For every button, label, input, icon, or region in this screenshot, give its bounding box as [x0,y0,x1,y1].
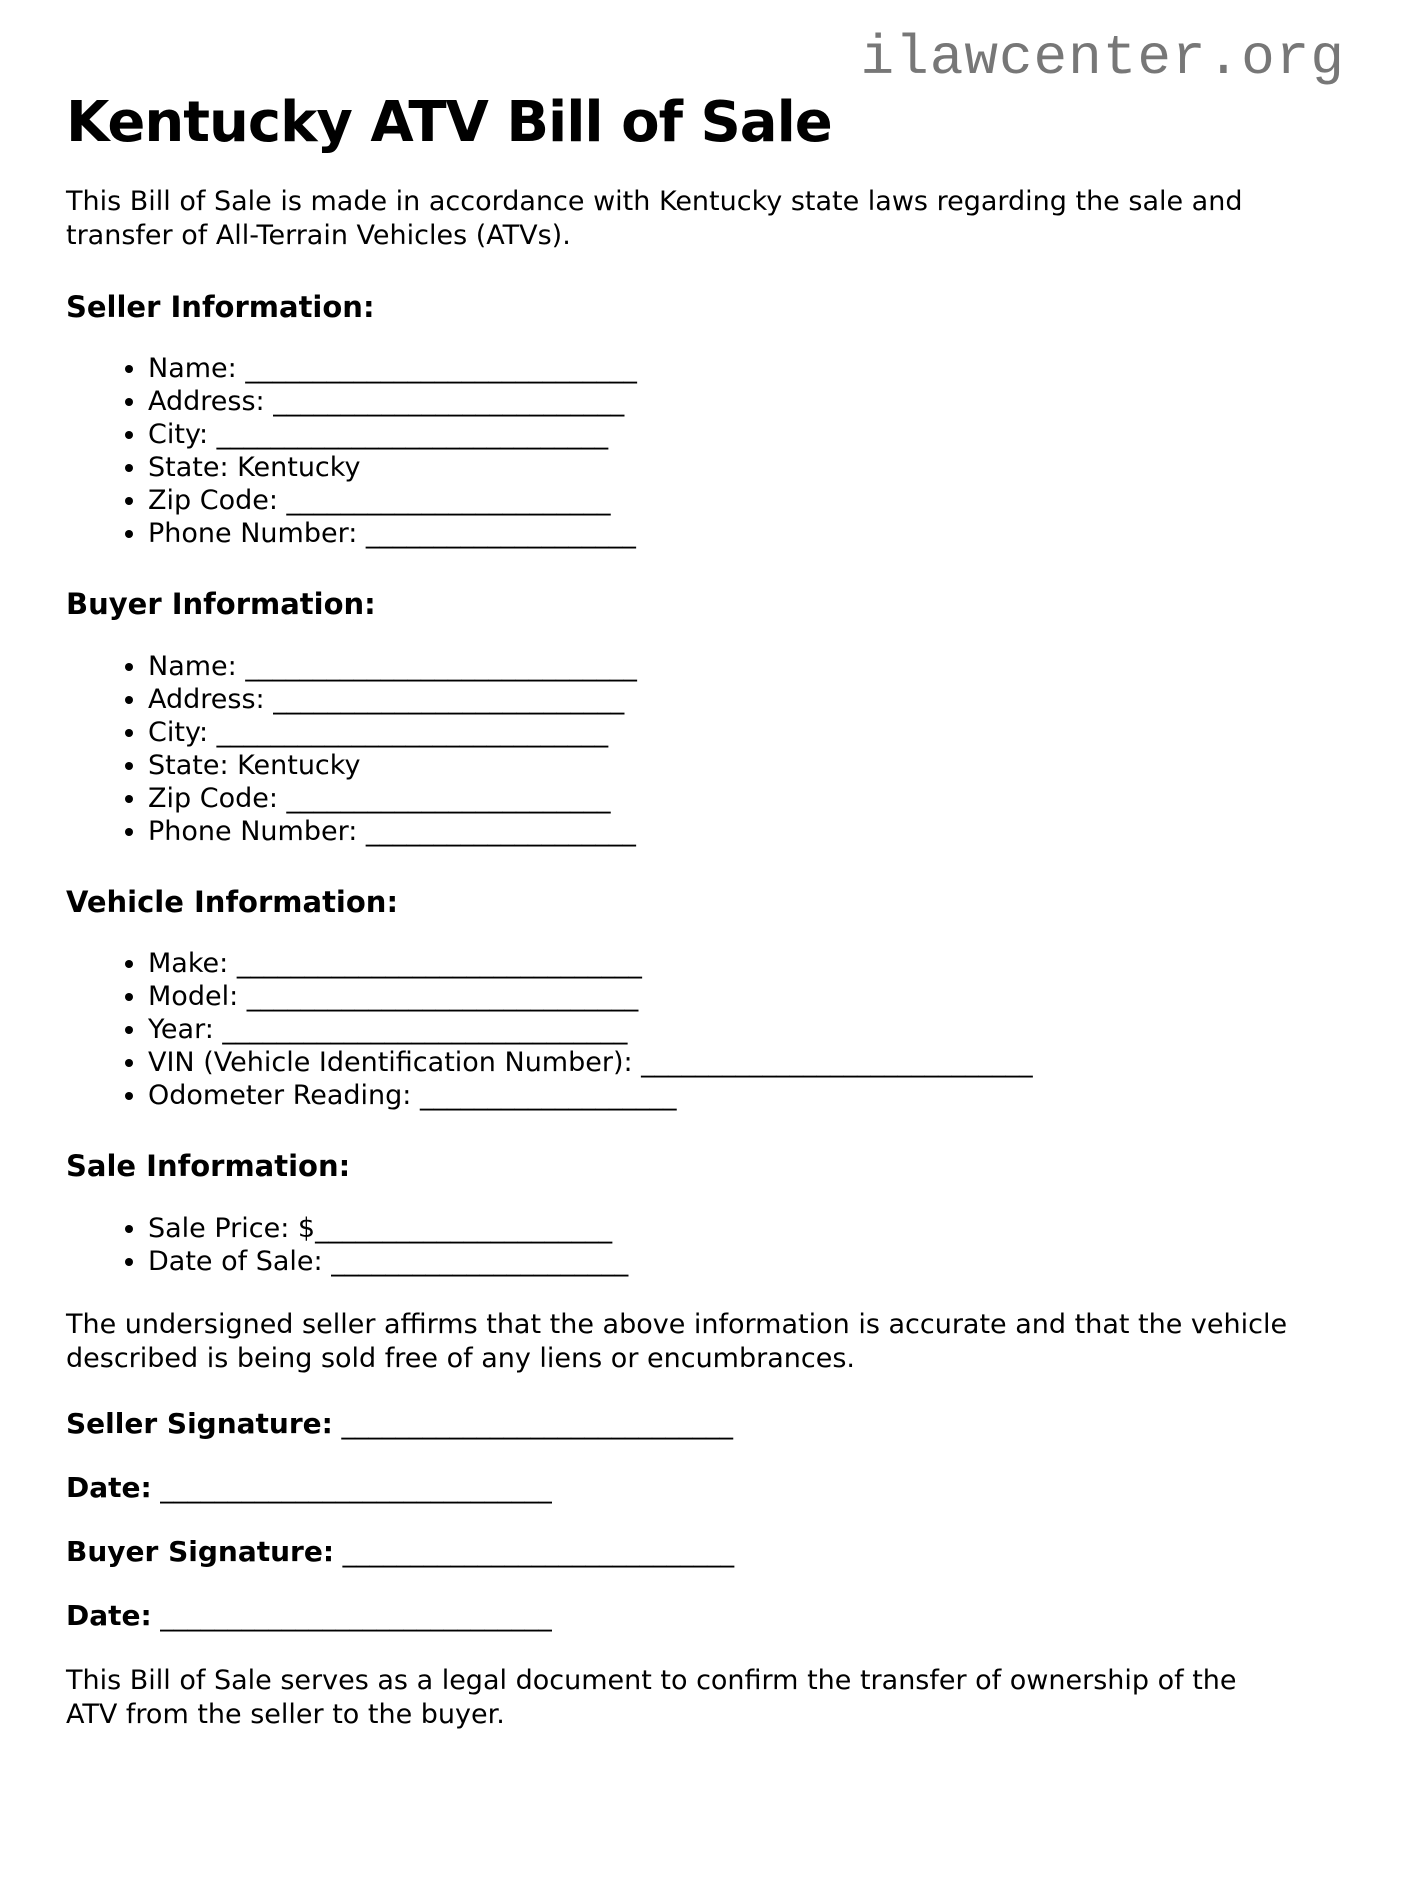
sections [66,289,1345,1278]
field-label: Name: [148,650,246,682]
field-blank-line: ________________________ [286,485,611,517]
form-field-row [148,749,1345,782]
field-blank-line: _____________________________ [246,981,639,1013]
form-field-row [148,683,1345,716]
text-line: described is being sold free of any liens or encumbrances. [66,1342,855,1374]
signature-row [66,1406,1345,1442]
field-label: Sale Price: $ [148,1212,316,1244]
signature-label: Date: [66,1470,152,1504]
field-label: Year: [148,1014,223,1046]
form-field-row [148,451,1345,484]
field-label: Address: [148,386,274,418]
section-heading: Buyer Information: [66,587,376,622]
form-field-row [148,815,1345,848]
field-blank-line: ______________________________ [236,948,642,980]
signature-block [66,1406,1345,1634]
text-line: ATV from the seller to the buyer. [66,1698,505,1730]
form-field-row [148,1013,1345,1046]
signature-label: Date: [66,1598,152,1632]
field-label: City: [148,419,217,451]
signature-label: Buyer Signature: [66,1534,335,1568]
text-line: The undersigned seller affirms that the above information is accurate and that the vehicle [66,1308,1288,1340]
field-blank-line: __________________________ [273,386,625,418]
field-blank-line: _____________________________ [216,716,609,748]
form-field-row [148,782,1345,815]
form-field-row [148,352,1345,385]
signature-blank-line: _____________________________ [151,1600,552,1632]
signature-row [66,1470,1345,1506]
field-blank-line: _____________________________ [245,353,637,385]
form-field-row [148,1212,1345,1245]
field-label: Zip Code: [148,782,287,814]
form-field-row [148,650,1345,683]
form-field-row [148,385,1345,418]
site-logo: ilawcenter.org [860,26,1345,90]
page-title: Kentucky ATV Bill of Sale [66,90,832,155]
form-field-row [148,1079,1345,1112]
field-blank-line: _____________________________ [245,650,637,682]
signature-row [66,1534,1345,1570]
field-label: Date of Sale: [148,1245,332,1277]
signature-blank-line: _____________________________ [334,1536,735,1568]
field-label: Odometer Reading: [148,1080,420,1112]
signature-label: Seller Signature: [66,1406,333,1440]
field-label: State: Kentucky [148,749,361,781]
field-blank-line: ______________________ [331,1245,629,1277]
section-heading: Vehicle Information: [66,884,399,919]
field-label: Model: [148,981,247,1013]
field-blank-line: _____________________________ [641,1047,1033,1079]
field-label: Make: [148,948,237,980]
field-label: VIN (Vehicle Identification Number): [148,1047,642,1079]
field-blank-line: ____________________ [365,815,636,847]
form-field-row [148,980,1345,1013]
field-blank-line: ________________________ [286,782,611,814]
signature-row [66,1598,1345,1634]
form-field-row [148,484,1345,517]
field-label: Phone Number: [148,518,366,550]
field-label: City: [148,716,217,748]
field-blank-line: ______________________________ [222,1014,628,1046]
intro-paragraph [66,185,1345,253]
text-line: This Bill of Sale serves as a legal document to confirm the transfer of ownership of the [66,1664,1237,1696]
form-field-row [148,1046,1345,1079]
field-label: Address: [148,683,274,715]
form-section [66,1148,1345,1278]
field-blank-line: ______________________ [315,1212,613,1244]
section-field-list [66,650,1345,848]
field-label: State: Kentucky [148,452,361,484]
form-field-row [148,947,1345,980]
section-field-list [66,1212,1345,1278]
section-field-list [66,947,1345,1112]
form-section [66,884,1345,1113]
form-field-row [148,517,1345,550]
section-heading: Seller Information: [66,289,375,324]
field-label: Phone Number: [148,815,366,847]
field-blank-line: __________________________ [273,683,625,715]
form-field-row [148,716,1345,749]
section-field-list [66,352,1345,550]
field-blank-line: ___________________ [419,1080,677,1112]
text-line: This Bill of Sale is made in accordance with Kentucky state laws regarding the sale and [66,185,1243,217]
field-label: Zip Code: [148,485,287,517]
field-blank-line: ____________________ [365,518,636,550]
form-section [66,289,1345,551]
section-heading: Sale Information: [66,1149,351,1184]
form-section [66,586,1345,848]
text-line: transfer of All-Terrain Vehicles (ATVs). [66,219,571,251]
field-blank-line: _____________________________ [216,419,609,451]
closing-paragraph [66,1664,1345,1732]
signature-blank-line: _____________________________ [332,1408,733,1440]
form-field-row [148,1245,1345,1278]
affirmation-paragraph [66,1308,1345,1376]
field-label: Name: [148,353,246,385]
form-field-row [148,418,1345,451]
signature-blank-line: _____________________________ [151,1472,552,1504]
